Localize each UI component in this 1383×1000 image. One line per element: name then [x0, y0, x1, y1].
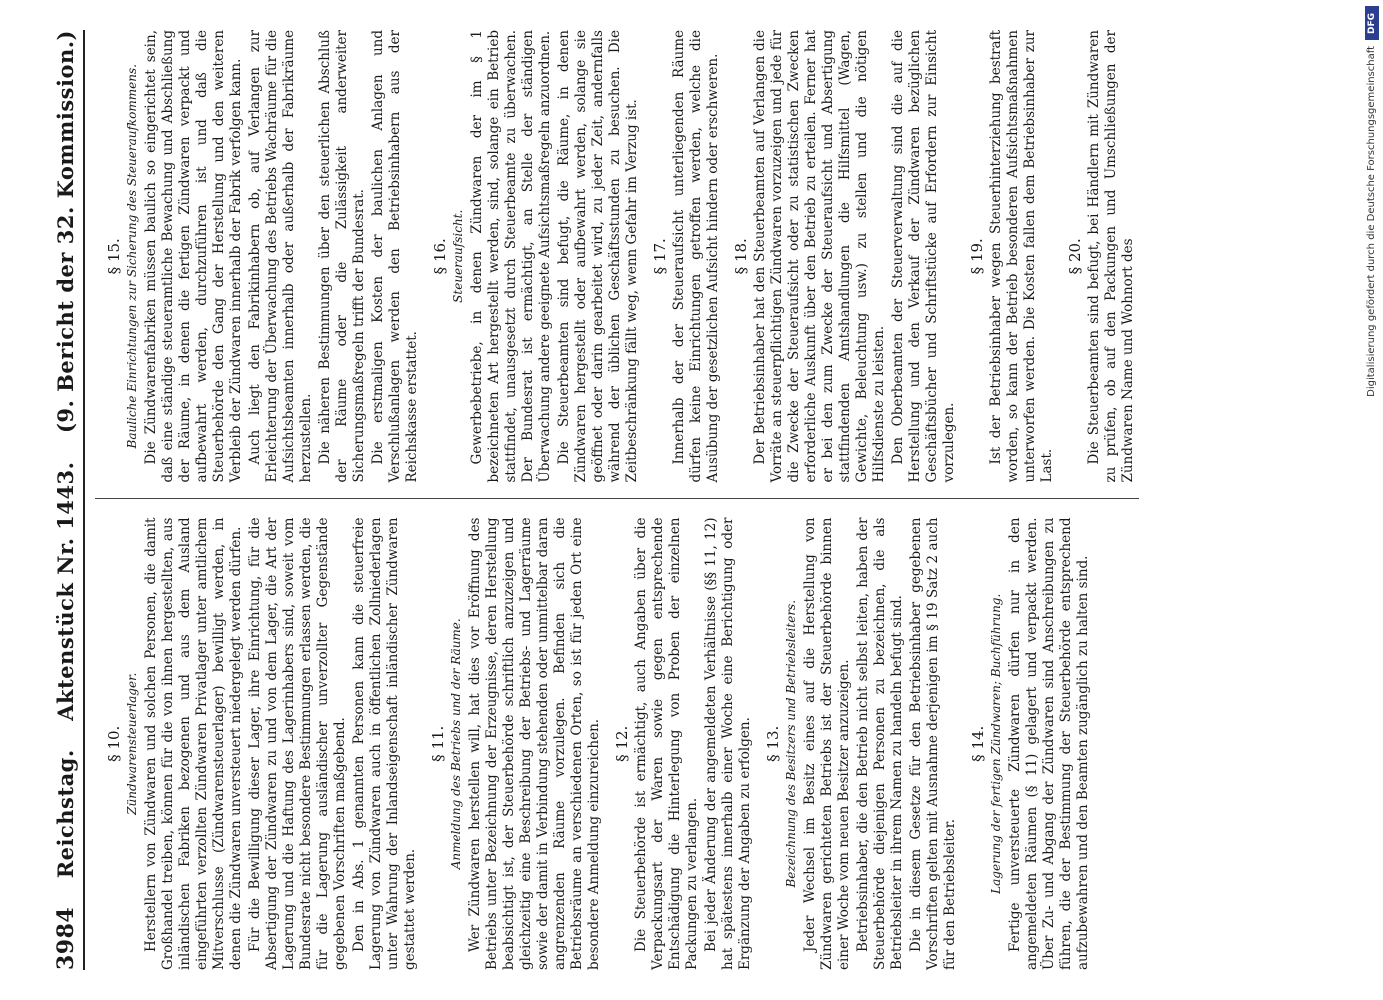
right-column: [95, 30, 1139, 500]
section-number: § 10.: [104, 725, 123, 762]
header-left-title: Reichstag.: [52, 749, 78, 879]
page-number: 3984: [52, 906, 79, 970]
paragraph: Betriebsinhaber, die den Betrieb nicht selbst leiten, haben der Steuerbehörde diejenigen Personen zu bezeichnen, die als Betriebsleiter in ihrem Namen zu handeln befugt sind.: [854, 517, 905, 970]
section-title: Zündwarensteuerlager.: [124, 672, 139, 815]
section-number: § 12.: [612, 725, 631, 762]
paragraph: Die erstmaligen Kosten der baulichen Anlagen und Verschlußanlagen werden den Betriebsinhabern aus der Reichskasse erstattet.: [369, 30, 420, 483]
section-title: Lagerung der fertigen Zündwaren; Buchführung.: [988, 593, 1003, 894]
rotated-document-page: [47, 20, 1337, 980]
paragraph: Den Oberbeamten der Steuerverwaltung sind die auf die Herstellung und den Verkauf der Zündwaren bezüglichen Geschäftsbücher und Schriftstücke auf Erfordern zur Einsicht vorzulegen.: [889, 30, 957, 483]
section-number: § 15.: [104, 238, 123, 275]
section-number: § 17.: [650, 238, 669, 275]
paragraph: Der Betriebsinhaber hat den Steuerbeamten auf Verlangen die Vorräte an steuerpflichtigen Zündwaren vorzuzeigen und jede für die Zwecke der Steueraufsicht oder zu statistischen Zwecken erforderliche Auskunft über den Betrieb zu erteilen. Ferner hat er bei den zum Zwecke der Steueraufsicht und Absertigung stattfindenden Amtshandlungen die Hilfsmittel (Wagen, Gewichte, Beleuchtung usw.) zu stellen und die nötigen Hilfsdienste zu leisten.: [751, 30, 887, 483]
paragraph: Den in Abs. 1 genannten Personen kann die steuerfreie Lagerung von Zündwaren auch in öffentlichen Zollniederlagen unter Wahrung der Inlandseigenschaft inländischer Zündwaren gestattet werden.: [350, 517, 418, 970]
section-number: § 20.: [1065, 238, 1084, 275]
left-column: [95, 518, 1139, 971]
paragraph: Innerhalb der der Steueraufsicht unterliegenden Räume dürfen keine Einrichtungen getroffen werden, welche die Ausübung der gesetzlichen Aufsicht hindern oder erschweren.: [670, 30, 721, 483]
paragraph: Für die Bewilligung dieser Lager, ihre Einrichtung, für die Absertigung der Zündwaren zu und von dem Lager, die Art der Lagerung und die Haftung des Lagerinhabers sind, soweit vom Bundesrate nicht besondere Bestimmungen erlassen werden, die für die Lagerung ausländischer unverzollter Gegenstände gegebenen Vorschriften maßgebend.: [246, 517, 348, 970]
section-title: Bauliche Einrichtungen zur Sicherung des Steueraufkommens.: [124, 64, 139, 449]
section-title: Anmeldung des Betriebs und der Räume.: [448, 618, 463, 870]
paragraph: Jeder Wechsel im Besitz eines auf die Herstellung von Zündwaren gerichteten Betriebs ist der Steuerbehörde binnen einer Woche vom neuen Besitzer anzuzeigen.: [801, 517, 852, 970]
paragraph: Die näheren Bestimmungen über den steuerlichen Abschluß der Räume oder die Zulässigkeit anderweiter Sicherungsmaßregeln trifft der Bundesrat.: [316, 30, 367, 483]
section-number: § 18.: [731, 238, 750, 275]
paragraph: Gewerbebetriebe, in denen Zündwaren der im § 1 bezeichneten Art hergestellt werden, sind, solange ein Betrieb stattfindet, unausgesetzt durch Steuerbeamte zu überwachen. Der Bundesrat ist ermächtigt, an Stelle der ständigen Überwachung andere geeignete Aufsichtsmaßregeln anzuordnen.: [468, 30, 553, 483]
paragraph: Die Steuerbehörde ist ermächtigt, auch Angaben über die Verpackungsart der Waren sowie gegen entsprechende Entschädigung die Hinterlegung von Proben der einzelnen Packungen zu verlangen.: [632, 517, 700, 970]
paragraph: Bei jeder Änderung der angemeldeten Verhältnisse (§§ 11, 12) hat spätestens innerhalb einer Woche eine Berichtigung oder Ergänzung der Angaben zu erfolgen.: [702, 517, 753, 970]
section-number: § 16.: [430, 238, 449, 275]
section-number: § 11.: [428, 725, 447, 762]
section-title: Steueraufsicht.: [450, 209, 465, 303]
section-number: § 13.: [763, 725, 782, 762]
dfg-logo-badge: DFG: [1365, 6, 1379, 40]
section-title: Bezeichnung des Besitzers und Betriebsleiters.: [783, 599, 798, 888]
digitization-credit: Digitalisierung gefördert durch die Deutsche Forschungsgemeinschaft: [1366, 46, 1377, 397]
paragraph: Die Zündwarenfabriken müssen baulich so eingerichtet sein, daß eine ständige steueramtliche Bewachung und Abschließung der Räume, in denen die fertigen Zündwaren verpackt und aufbewahrt werden, durchzuführen ist und daß die Steuerbehörde den Gang der Herstellung und den weiteren Verbleib der Zündwaren innerhalb der Fabrik verfolgen kann.: [142, 30, 244, 483]
paragraph: Die Steuerbeamten sind befugt, die Räume, in denen Zündwaren hergestellt oder aufbewahrt werden, solange sie geöffnet oder darin gearbeitet wird, zu jeder Zeit, andernfalls während der üblichen Geschäftsstunden zu besuchen. Die Zeitbeschränkung fällt weg, wenn Gefahr im Verzug ist.: [555, 30, 640, 483]
section-number: § 19.: [967, 238, 986, 275]
paragraph: Fertige unversteuerte Zündwaren dürfen nur in den angemeldeten Räumen (§ 11) gelagert und verpackt werden. Über Zu- und Abgang der Zündwaren sind Anschreibungen zu führen, die der Bestimmung der Steuerbehörde entsprechend aufzubewahren und den Beamten zugänglich zu halten sind.: [1006, 517, 1091, 970]
paragraph: Die in diesem Gesetze für den Betriebsinhaber gegebenen Vorschriften gelten mit Ausnahme derjenigen im § 19 Satz 2 auch für den Betriebsleiter.: [907, 517, 958, 970]
paragraph: Ist der Betriebsinhaber wegen Steuerhinterziehung bestraft worden, so kann der Betrieb besonderen Aufsichtsmaßnahmen unterworfen werden. Die Kosten fallen dem Betriebsinhaber zur Last.: [987, 30, 1055, 483]
paragraph: Wer Zündwaren herstellen will, hat dies vor Eröffnung des Betriebs unter Bezeichnung der Erzeugnisse, deren Herstellung beabsichtigt ist, der Steuerbehörde schriftlich anzuzeigen und gleichzeitig eine Beschreibung der Betriebs- und Lagerräume sowie der damit in Verbindung stehenden oder unmittelbar daran angrenzenden Räume vorzulegen. Befinden sich die Betriebsräume an verschiedenen Orten, so ist für jeden Ort eine besondere Anmeldung einzureichen.: [466, 517, 602, 970]
paragraph: Herstellern von Zündwaren und solchen Personen, die damit Großhandel treiben, können für die von ihnen hergestellten, aus inländischen Fabriken bezogenen und aus dem Ausland eingeführten verzollten Zündwaren Privatlager unter amtlichem Mitverschlusse (Zündwarensteuerlager) bewilligt werden, in denen die Zündwaren unversteuert niedergelegt werden dürfen.: [142, 517, 244, 970]
header-right-title: (9. Bericht der 32. Kommission.): [52, 30, 78, 434]
header-center-title: Aktenstück Nr. 1443.: [52, 461, 78, 721]
section-number: § 14.: [968, 725, 987, 762]
page-header: [53, 30, 85, 970]
text-columns: [95, 30, 1139, 970]
paragraph: Auch liegt den Fabrikinhabern ob, auf Verlangen zur Erleichterung der Überwachung des Betriebs Wachräume für die Aufsichtsbeamten innerhalb oder außerhalb der Fabrikräume herzustellen.: [246, 30, 314, 483]
paragraph: Die Steuerbeamten sind befugt, bei Händlern mit Zündwaren zu prüfen, ob auf den Packungen und Umschließungen der Zündwaren Name und Wohnort des: [1085, 30, 1136, 483]
